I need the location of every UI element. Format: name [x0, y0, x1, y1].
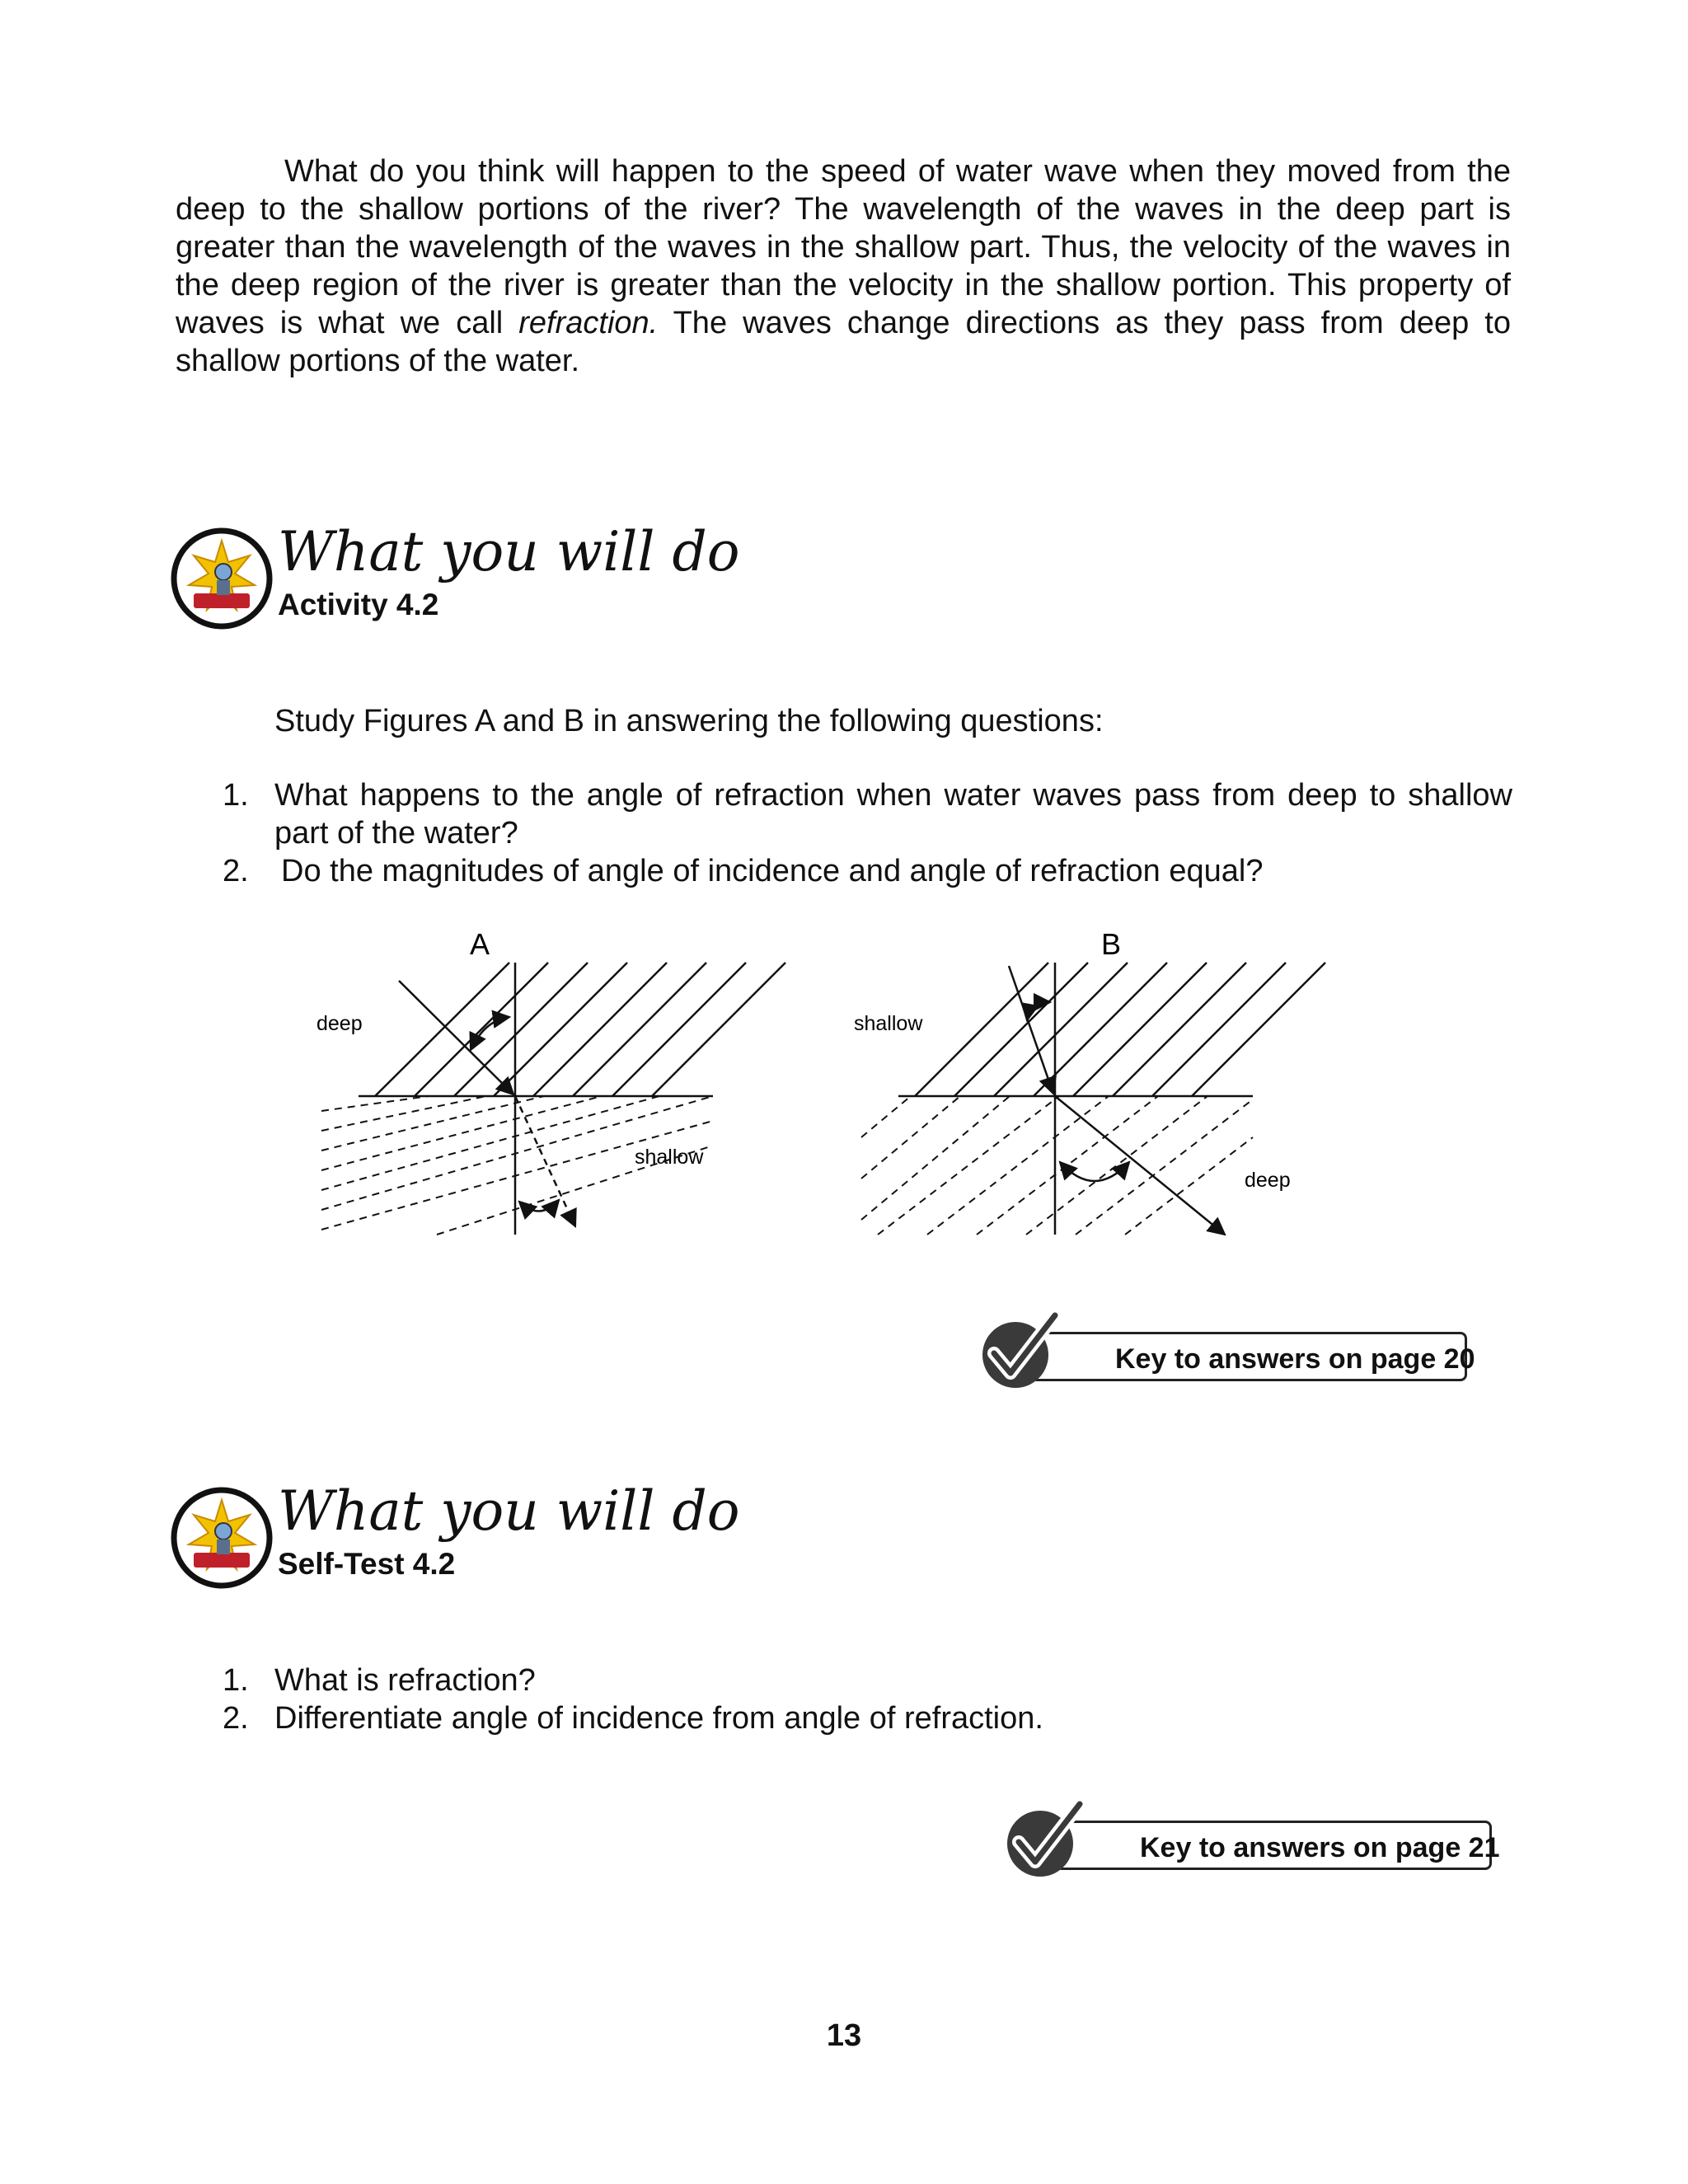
answer-key-label: Key to answers on page 21 — [1140, 1832, 1500, 1863]
self-test-section-header — [169, 1479, 911, 1592]
figure-b-top-medium: shallow — [854, 1012, 923, 1035]
figure-a-bottom-medium: shallow — [635, 1146, 704, 1169]
activity-section-header — [169, 520, 911, 633]
figure-a — [316, 927, 785, 1235]
figure-a-incident-ray — [399, 981, 513, 1094]
figure-b — [854, 927, 1325, 1235]
figure-b-refracted-ray — [1055, 1096, 1225, 1235]
answer-key-box — [1055, 1821, 1500, 1870]
activity-question-list — [223, 776, 1512, 890]
list-item: 2. Do the magnitudes of angle of incidence and angle of refraction equal? — [223, 854, 1264, 888]
list-item: 1. What happens to the angle of refraction when water waves pass from deep to shallow part of the water? — [223, 778, 1512, 851]
checkmark-icon — [1004, 1793, 1095, 1883]
figure-b-deep-wavefronts — [861, 1096, 1253, 1235]
figure-a-deep-wavefronts — [375, 963, 785, 1096]
figure-a-shallow-wavefronts — [321, 1096, 713, 1235]
intro-paragraph — [176, 152, 1511, 380]
self-test-label: Self-Test 4.2 — [278, 1547, 456, 1581]
checkmark-icon — [979, 1304, 1070, 1394]
intro-text: What do you think will happen to the speed of water wave when they moved from the deep to the shallow portions of the river? The wavelength of the waves in the deep part is greater than the wavelength of the waves in the shallow part. Thus, the velocity of the waves in the deep region of the river is greater than the velocity in the shallow portion. This property of waves is what we call — [176, 154, 1511, 340]
figure-b-label: B — [1101, 927, 1122, 961]
answer-key-label: Key to answers on page 20 — [1115, 1343, 1475, 1375]
section-heading: What you will do — [278, 1479, 740, 1543]
list-item: 1. What is refraction? — [223, 1663, 536, 1698]
science-lab-icon — [169, 1485, 274, 1591]
intro-emphasis: refraction. — [518, 306, 659, 340]
answer-key-reference — [1004, 1793, 1498, 1883]
intro-text-end: The waves change directions as they pass from deep to shallow portions of the water. — [176, 306, 1511, 378]
self-test-question-list — [223, 1661, 1512, 1737]
activity-label: Activity 4.2 — [278, 588, 439, 621]
section-heading: What you will do — [278, 520, 740, 583]
answer-key-box — [1030, 1332, 1475, 1381]
refraction-figures — [297, 923, 1401, 1244]
figure-b-refraction-angle-arc — [1060, 1162, 1129, 1181]
figure-a-label: A — [470, 927, 490, 961]
science-lab-icon — [169, 526, 274, 631]
answer-key-reference — [979, 1304, 1474, 1394]
figure-b-bottom-medium: deep — [1245, 1169, 1291, 1192]
page-number: 13 — [826, 2018, 862, 2053]
activity-instruction: Study Figures A and B in answering the following questions: — [274, 704, 1104, 738]
figure-b-shallow-wavefronts — [915, 963, 1325, 1096]
list-item: 2. Differentiate angle of incidence from angle of refraction. — [223, 1701, 1043, 1736]
figure-a-top-medium: deep — [316, 1012, 363, 1035]
